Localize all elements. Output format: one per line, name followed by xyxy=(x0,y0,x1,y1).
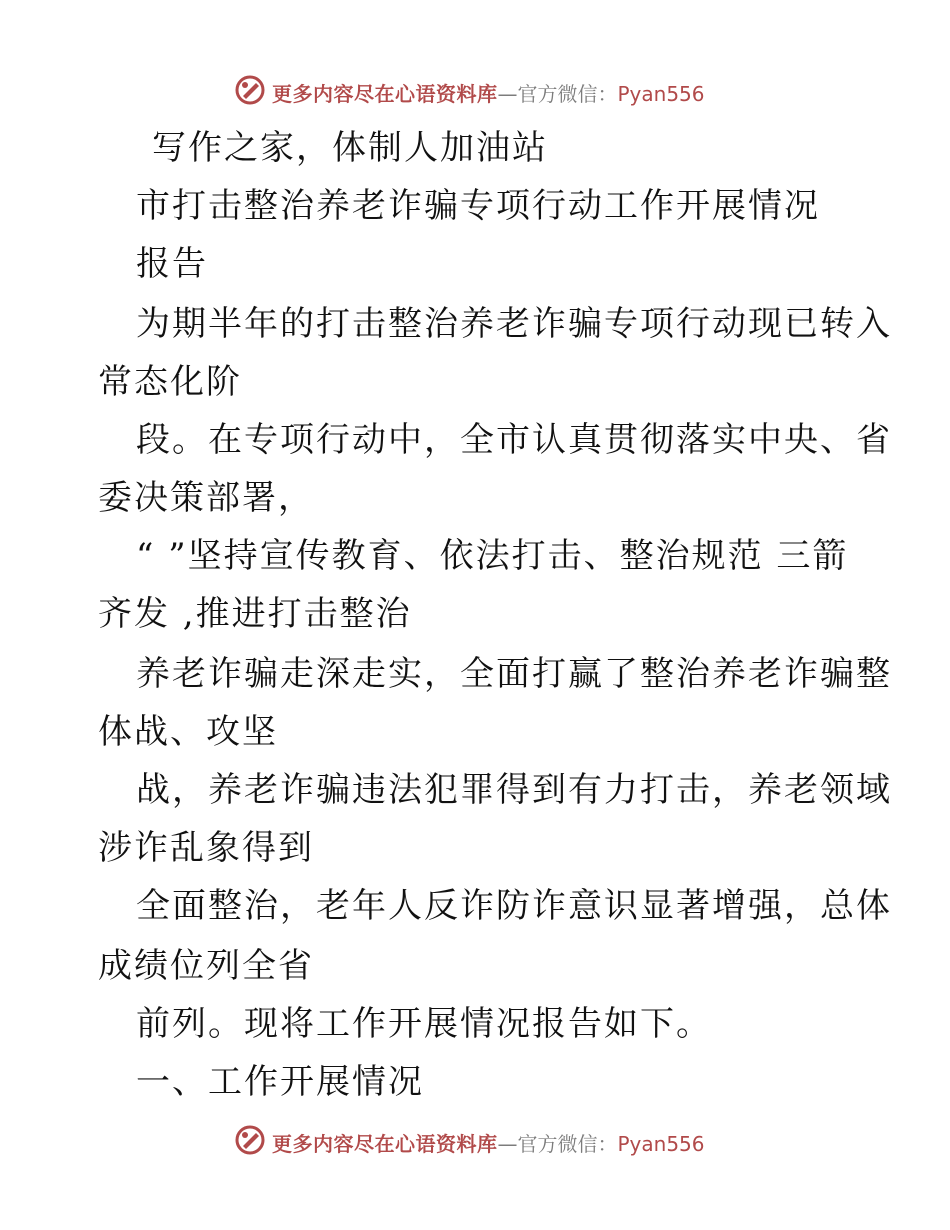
section-heading: 一、工作开展情况 xyxy=(136,1062,424,1102)
body-text-line: “ ”坚持宣传教育、依法打击、整治规范 三箭 xyxy=(136,536,849,576)
body-text-line: 全面整治，老年人反诈防诈意识显著增强，总体 xyxy=(136,886,892,926)
body-text-line: 前列。现将工作开展情况报告如下。 xyxy=(136,1004,712,1044)
body-text-line: 齐发 ,推进打击整治 xyxy=(98,594,412,634)
header-watermark-banner xyxy=(0,72,950,108)
body-text-line: 成绩位列全省 xyxy=(98,946,314,986)
body-text-line: 养老诈骗走深走实，全面打赢了整治养老诈骗整 xyxy=(136,654,892,694)
brand-logo-icon xyxy=(234,74,266,106)
body-text-line: 战，养老诈骗违法犯罪得到有力打击，养老领域 xyxy=(136,770,892,810)
document-title-line-1: 市打击整治养老诈骗专项行动工作开展情况 xyxy=(136,186,820,226)
body-text-line: 涉诈乱象得到 xyxy=(98,828,314,868)
watermark-text: 更多内容尽在心语资料库—官方微信：Pyan556 xyxy=(272,82,705,106)
watermark-text: 更多内容尽在心语资料库—官方微信：Pyan556 xyxy=(272,1132,705,1156)
body-text-line: 委决策部署， xyxy=(98,478,314,518)
site-tagline: 写作之家，体制人加油站 xyxy=(152,128,548,168)
body-text-line: 为期半年的打击整治养老诈骗专项行动现已转入 xyxy=(136,304,892,344)
body-text-line: 常态化阶 xyxy=(98,362,242,402)
body-text-line: 段。在专项行动中，全市认真贯彻落实中央、省 xyxy=(136,420,892,460)
brand-logo-icon xyxy=(234,1124,266,1156)
document-title-line-2: 报告 xyxy=(136,244,208,284)
body-text-line: 体战、攻坚 xyxy=(98,712,278,752)
footer-watermark-banner xyxy=(0,1122,950,1158)
